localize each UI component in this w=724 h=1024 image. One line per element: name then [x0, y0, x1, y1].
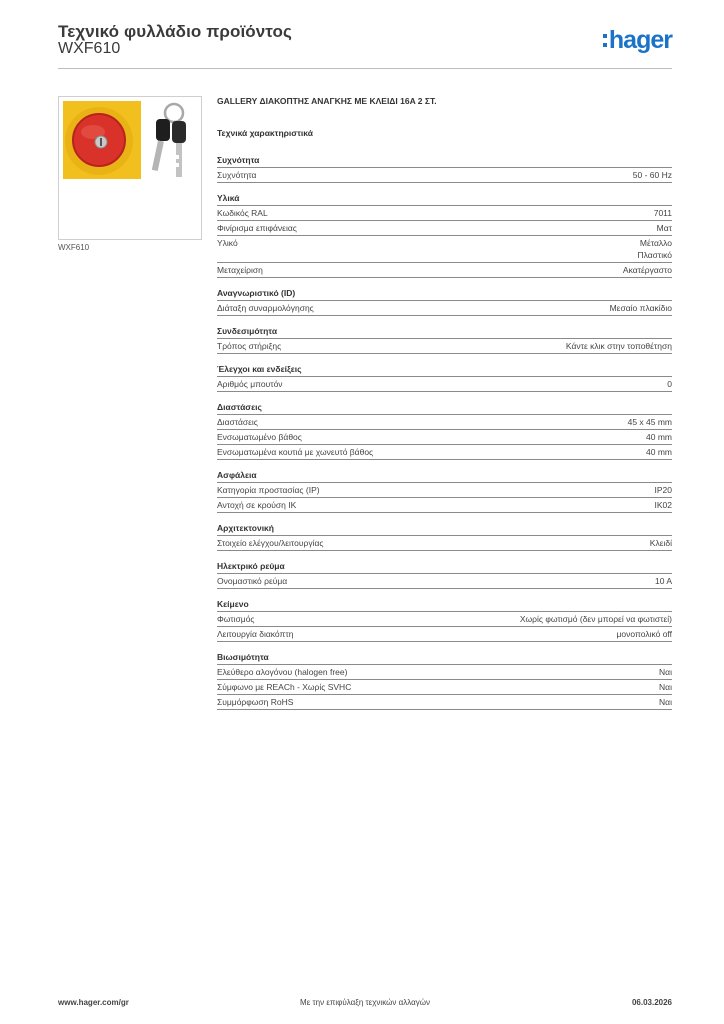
page-footer [58, 998, 672, 1012]
spec-value [520, 613, 672, 625]
spec-sections [217, 154, 672, 710]
spec-section [217, 325, 672, 354]
spec-row [217, 483, 672, 498]
spec-value [566, 340, 672, 352]
section-title: Διαστάσεις [217, 401, 672, 415]
spec-label: Ελεύθερο αλογόνου (halogen free) [217, 667, 348, 677]
spec-label: Διάταξη συναρμολόγησης [217, 303, 314, 313]
spec-value [650, 537, 672, 549]
spec-value-line: Χωρίς φωτισμό (δεν μπορεί να φωτιστεί) [519, 614, 672, 624]
spec-row [217, 536, 672, 551]
spec-row [217, 445, 672, 460]
footer-date: 06.03.2026 [631, 998, 672, 1007]
spec-row [217, 263, 672, 278]
spec-label: Ονομαστικό ρεύμα [217, 576, 288, 586]
footer-note: Με την επιφύλαξη τεχνικών αλλαγών [300, 998, 430, 1007]
spec-value-line: 40 mm [646, 432, 672, 442]
section-title: Κείμενο [217, 598, 672, 612]
spec-section [217, 522, 672, 551]
section-title: Συχνότητα [217, 154, 672, 168]
spec-value-line: Ματ [656, 223, 672, 233]
spec-value-line: 10 A [654, 576, 672, 586]
spec-section [217, 598, 672, 642]
spec-label: Φωτισμός [217, 614, 255, 624]
header-divider [58, 68, 672, 69]
spec-label: Συμμόρφωση RoHS [217, 697, 294, 707]
spec-label: Σύμφωνο με REACh - Χωρίς SVHC [217, 682, 352, 692]
spec-value [610, 302, 672, 314]
spec-value [623, 264, 672, 276]
spec-section [217, 469, 672, 513]
spec-value-line: IP20 [654, 485, 672, 495]
spec-value-line: Ναι [659, 667, 672, 677]
hager-logo [603, 26, 672, 56]
spec-value-line: Πλαστικό [637, 250, 672, 260]
spec-label: Αντοχή σε κρούση IK [217, 500, 297, 510]
spec-value [657, 222, 672, 234]
spec-value-line: Κάντε κλικ στην τοποθέτηση [565, 341, 672, 351]
spec-section [217, 363, 672, 392]
spec-value [617, 628, 672, 640]
spec-value-line: 7011 [653, 208, 672, 218]
spec-row [217, 695, 672, 710]
spec-value [659, 681, 672, 693]
spec-row [217, 206, 672, 221]
product-reference: WXF610 [58, 40, 121, 57]
product-specs [217, 94, 672, 719]
spec-label: Κωδικός RAL [217, 208, 268, 218]
spec-section [217, 651, 672, 710]
spec-section [217, 287, 672, 316]
spec-section [217, 192, 672, 278]
spec-label: Ενσωματωμένα κουτιά με χωνευτό βάθος [217, 447, 374, 457]
spec-value-line: Μέταλλο [639, 238, 672, 248]
spec-value [637, 237, 672, 261]
spec-value [654, 207, 672, 219]
spec-value [646, 446, 672, 458]
spec-row [217, 339, 672, 354]
spec-label: Συχνότητα [217, 170, 257, 180]
spec-value-line: Κλειδί [649, 538, 672, 548]
product-image [58, 96, 202, 240]
footer-url: www.hager.com/gr [58, 998, 129, 1007]
spec-label: Ενσωματωμένο βάθος [217, 432, 302, 442]
section-title: Αναγνωριστικό (ID) [217, 287, 672, 301]
spec-label: Φινίρισμα επιφάνειας [217, 223, 297, 233]
spec-value-line: Μεσαίο πλακίδιο [609, 303, 672, 313]
spec-value [659, 666, 672, 678]
logo-text: hager [608, 26, 672, 54]
spec-value-line: Ακατέργαστο [622, 265, 672, 275]
spec-value-line: 0 [667, 379, 672, 389]
spec-value [655, 575, 672, 587]
section-title: Ηλεκτρικό ρεύμα [217, 560, 672, 574]
spec-row [217, 612, 672, 627]
spec-value [628, 416, 672, 428]
spec-value [655, 484, 673, 496]
spec-row [217, 168, 672, 183]
spec-row [217, 430, 672, 445]
spec-row [217, 236, 672, 263]
logo-dots-icon [603, 34, 607, 47]
spec-value-line: 50 - 60 Hz [632, 170, 672, 180]
spec-value [633, 169, 672, 181]
spec-row [217, 665, 672, 680]
spec-section [217, 401, 672, 460]
emergency-key-switch-icon [59, 97, 201, 239]
spec-heading: Τεχνικά χαρακτηριστικά [217, 128, 313, 138]
spec-value-line: μονοπολικό off [616, 629, 672, 639]
spec-label: Αριθμός μπουτόν [217, 379, 283, 389]
spec-value-line: IK02 [654, 500, 672, 510]
spec-row [217, 574, 672, 589]
spec-value [667, 378, 672, 390]
spec-value-line: Ναι [659, 697, 672, 707]
spec-value [646, 431, 672, 443]
page-header [58, 20, 672, 70]
spec-row [217, 377, 672, 392]
spec-label: Στοιχείο ελέγχου/λειτουργίας [217, 538, 324, 548]
section-title: Συνδεσιμότητα [217, 325, 672, 339]
section-title: Έλεγχοι και ενδείξεις [217, 363, 672, 377]
document-title: Τεχνικό φυλλάδιο προϊόντος [58, 22, 292, 41]
section-title: Ασφάλεια [217, 469, 672, 483]
spec-label: Μεταχείριση [217, 265, 263, 275]
spec-value-line: 40 mm [646, 447, 672, 457]
spec-row [217, 627, 672, 642]
product-name: GALLERY ΔΙΑΚΟΠΤΗΣ ΑΝΑΓΚΗΣ ΜΕ ΚΛΕΙΔΙ 16A 2 ΣΤ. [217, 96, 437, 106]
spec-value [655, 499, 673, 511]
spec-section [217, 154, 672, 183]
section-title: Υλικά [217, 192, 672, 206]
spec-label: Υλικό [217, 238, 238, 248]
section-title: Αρχιτεκτονική [217, 522, 672, 536]
spec-label: Λειτουργία διακόπτη [217, 629, 294, 639]
spec-label: Τρόπος στήριξης [217, 341, 282, 351]
spec-row [217, 415, 672, 430]
spec-value-line: Ναι [659, 682, 672, 692]
spec-row [217, 221, 672, 236]
spec-row [217, 680, 672, 695]
section-title: Βιωσιμότητα [217, 651, 672, 665]
spec-section [217, 560, 672, 589]
spec-row [217, 301, 672, 316]
spec-value [659, 696, 672, 708]
image-caption: WXF610 [58, 243, 90, 252]
spec-label: Κατηγορία προστασίας (IP) [217, 485, 320, 495]
spec-label: Διαστάσεις [217, 417, 258, 427]
spec-value-line: 45 x 45 mm [627, 417, 672, 427]
spec-row [217, 498, 672, 513]
